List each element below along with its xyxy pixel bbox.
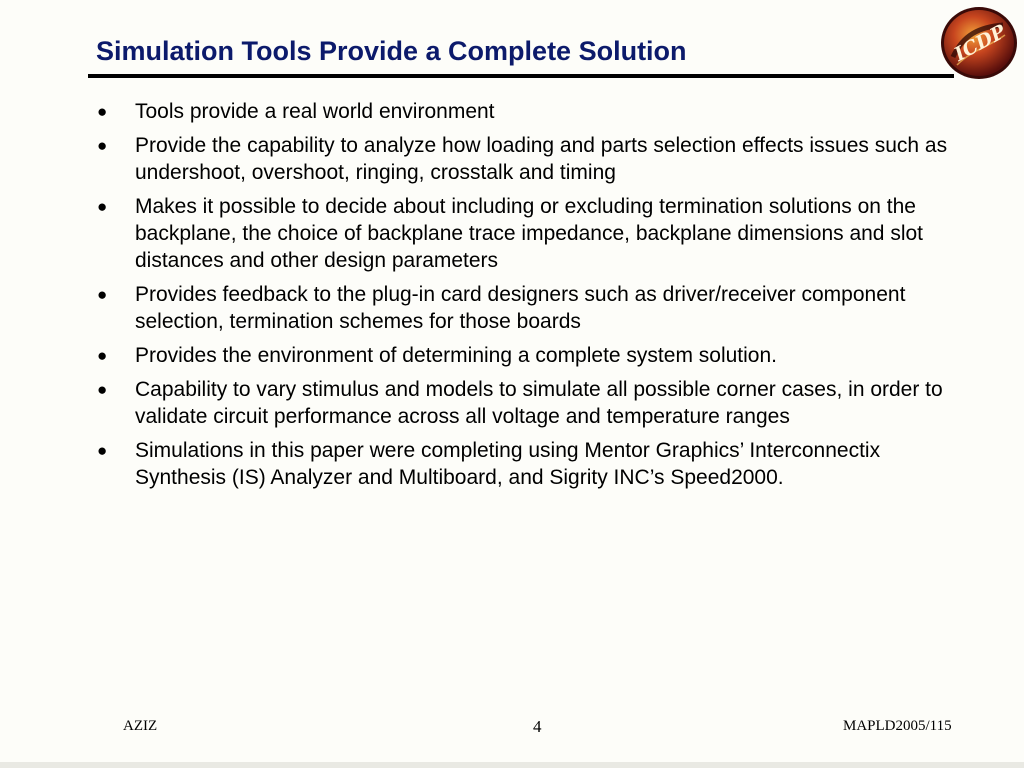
bullet-text: Provides the environment of determining a complete system solution. <box>135 344 777 367</box>
bullet-text: Provides feedback to the plug-in card designers such as driver/receiver component selection, termination schemes for those boards <box>135 283 906 333</box>
bottom-divider <box>0 762 1024 768</box>
list-item <box>96 437 966 491</box>
bullet-list <box>96 98 966 498</box>
list-item <box>96 342 966 369</box>
list-item <box>96 281 966 335</box>
list-item <box>96 132 966 186</box>
bullet-text: Simulations in this paper were completing using Mentor Graphics’ Interconnectix Synthesis (IS) Analyzer and Multiboard, and Sigrity INC’s Speed2000. <box>135 439 881 489</box>
bullet-text: Tools provide a real world environment <box>135 100 495 123</box>
bullet-point: ● <box>97 441 108 460</box>
footer-reference: MAPLD2005/115 <box>843 718 952 734</box>
logo-text: ICDP <box>950 20 1010 66</box>
bullet-point: ● <box>97 197 108 216</box>
list-item <box>96 376 966 430</box>
bullet-point: ● <box>97 380 108 399</box>
footer-page-number: 4 <box>533 717 542 736</box>
bullet-point: ● <box>97 285 108 304</box>
footer-author: AZIZ <box>123 718 158 734</box>
bullet-point: ● <box>97 136 108 155</box>
bullet-text: Makes it possible to decide about including or excluding termination solutions on the backplane, the choice of backplane trace impedance, backplane dimensions and slot distances and other design parameters <box>135 195 924 272</box>
icdp-logo <box>939 5 1019 81</box>
bullet-text: Provide the capability to analyze how loading and parts selection effects issues such as undershoot, overshoot, ringing, crosstalk and timing <box>135 134 948 184</box>
bullet-point: ● <box>97 346 108 365</box>
list-item <box>96 193 966 274</box>
bullet-text: Capability to vary stimulus and models to simulate all possible corner cases, in order to validate circuit performance across all voltage and temperature ranges <box>135 378 943 428</box>
title-underline <box>88 74 954 78</box>
slide-title: Simulation Tools Provide a Complete Solution <box>96 36 687 66</box>
list-item <box>96 98 966 125</box>
bullet-point: ● <box>97 102 108 121</box>
